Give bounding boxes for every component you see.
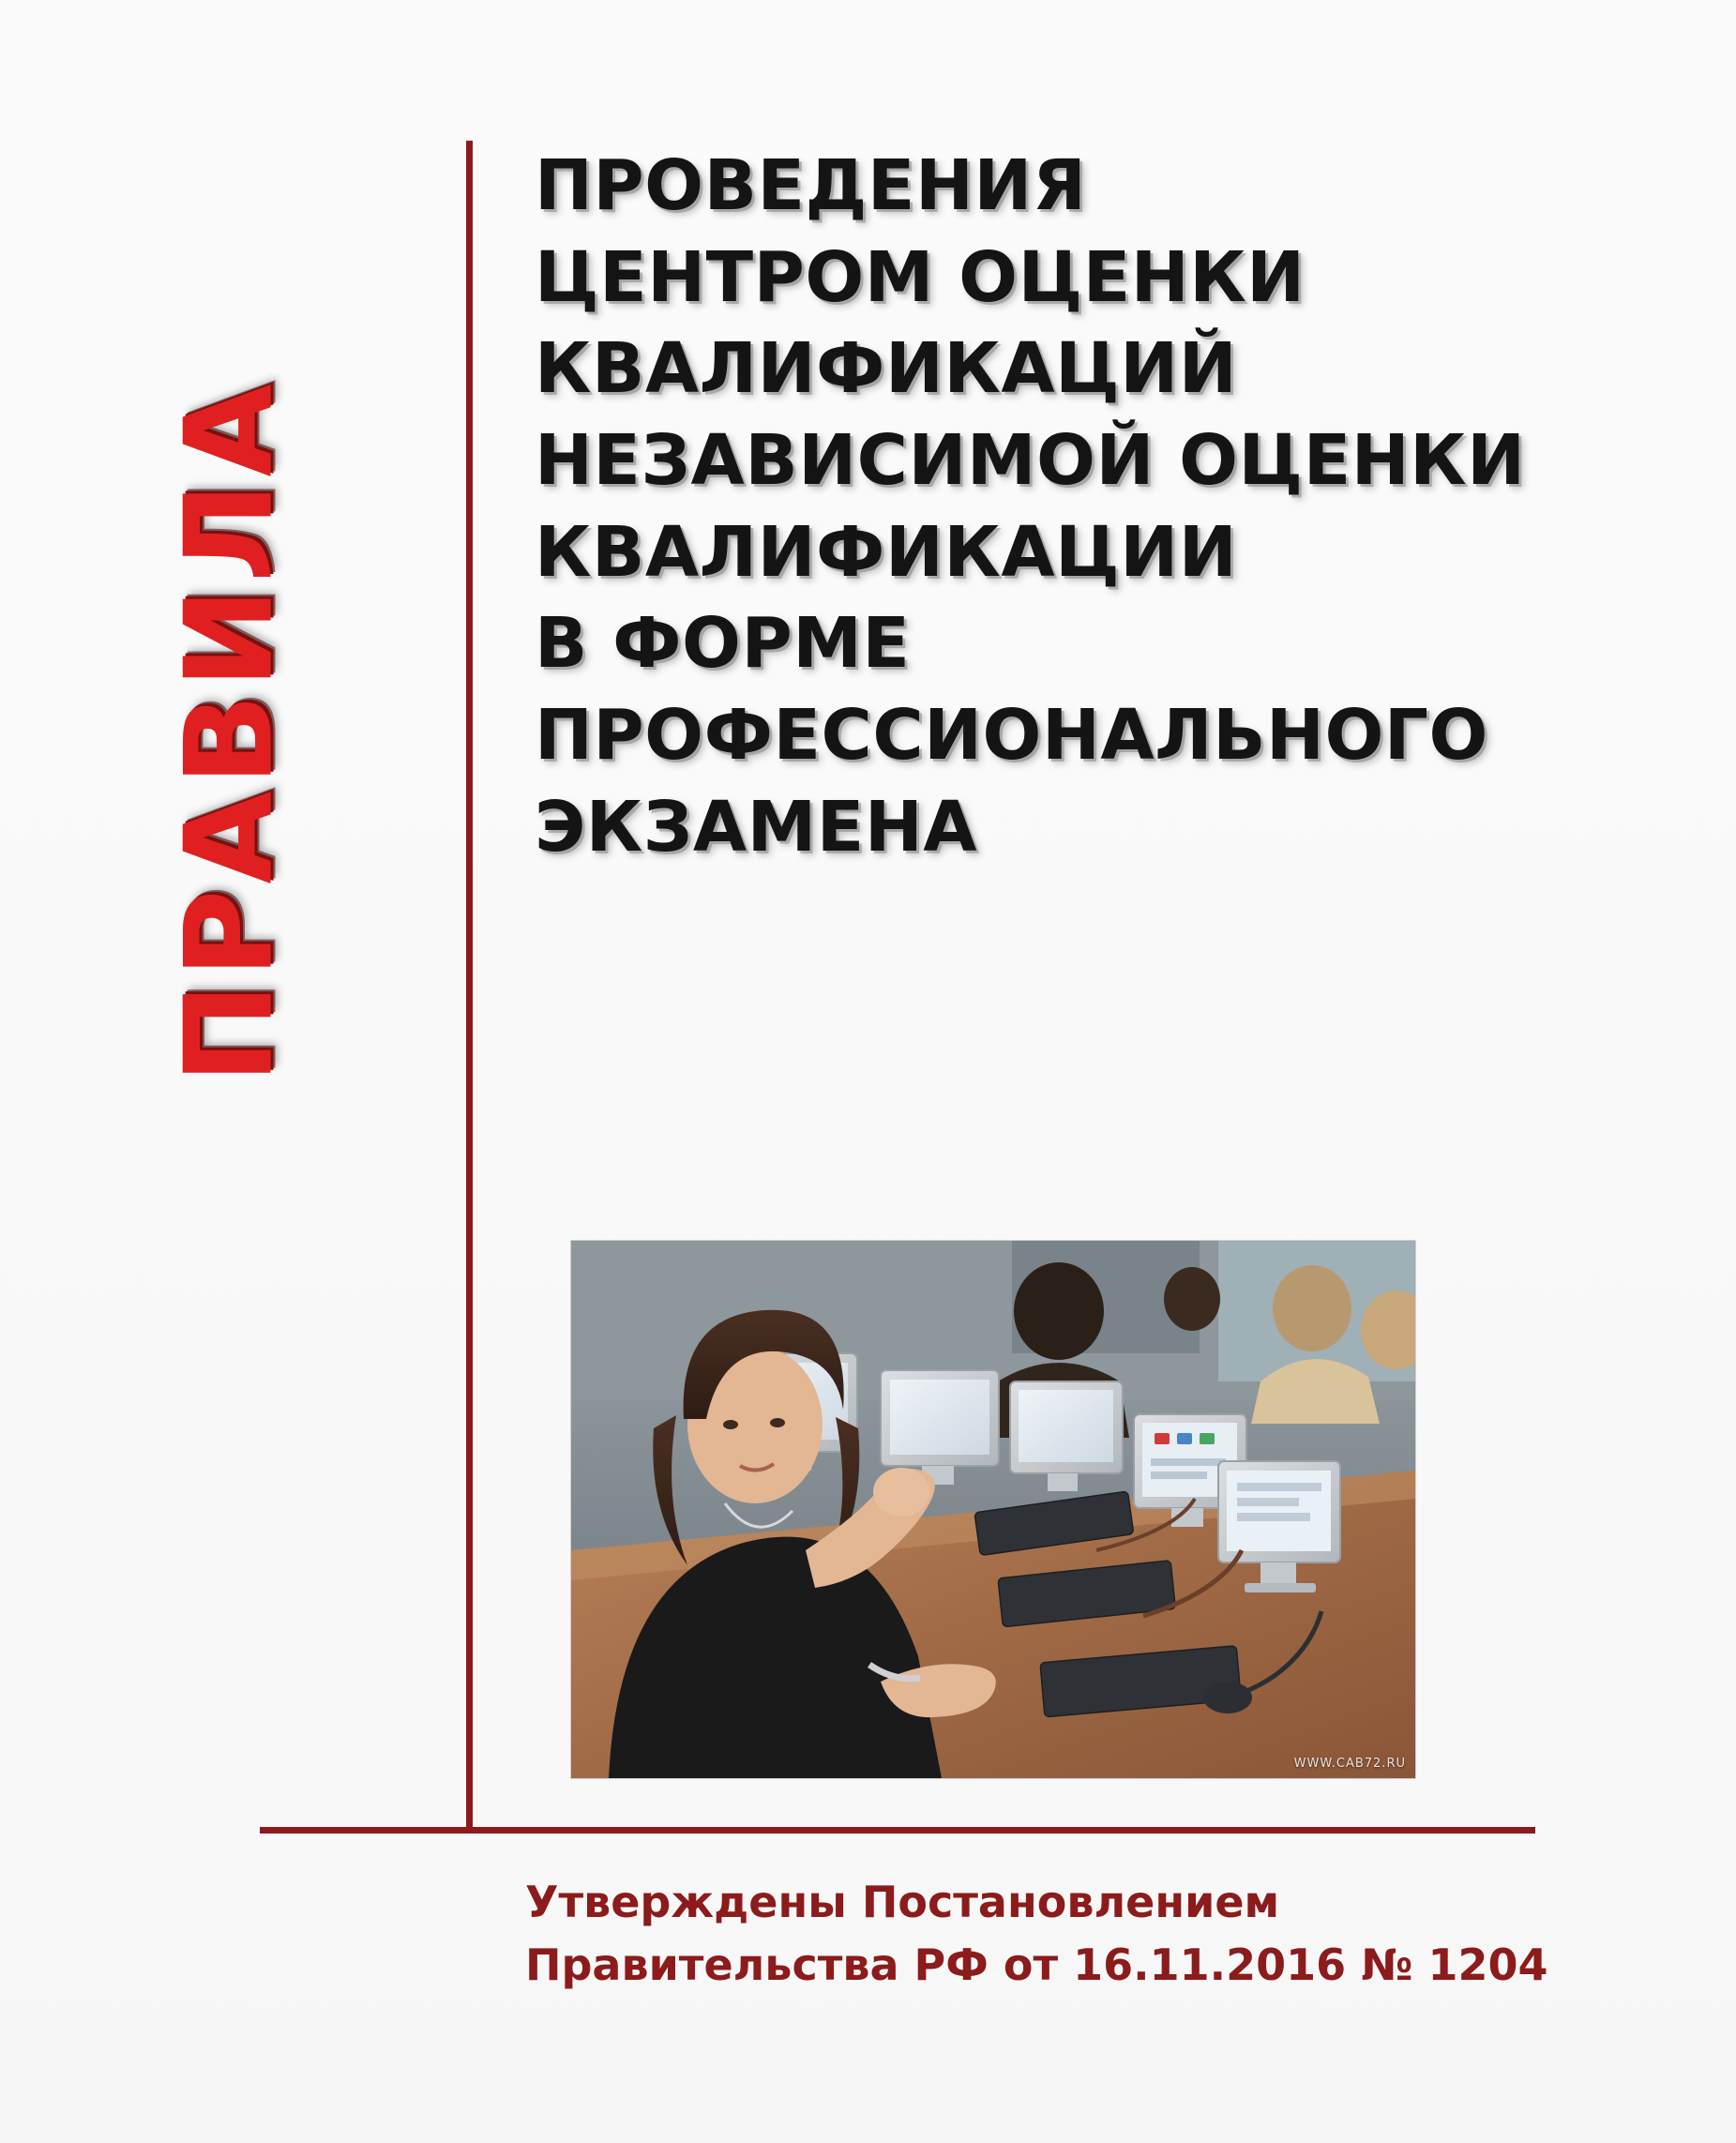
title-line-3: КВАЛИФИКАЦИЙ xyxy=(535,328,1238,410)
page-title xyxy=(535,141,1526,873)
cover-photo xyxy=(570,1240,1416,1779)
title-line-5: КВАЛИФИКАЦИИ xyxy=(535,511,1238,593)
photo-watermark: WWW.CAB72.RU xyxy=(1293,1757,1406,1771)
approval-line-1: Утверждены Постановлением xyxy=(525,1877,1280,1927)
approval-line-2: Правительства РФ от 16.11.2016 № 1204 xyxy=(525,1939,1548,1990)
title-line-7: ПРОФЕССИОНАЛЬНОГО xyxy=(535,695,1488,777)
title-line-4: НЕЗАВИСИМОЙ ОЦЕНКИ xyxy=(535,420,1526,502)
approval-note xyxy=(525,1871,1576,1996)
vertical-title-pravila: ПРАВИЛА xyxy=(159,378,300,1084)
title-line-8: ЭКЗАМЕНА xyxy=(535,786,978,868)
horizontal-divider-rule xyxy=(260,1827,1535,1834)
title-line-2: ЦЕНТРОМ ОЦЕНКИ xyxy=(535,236,1306,318)
title-line-1: ПРОВЕДЕНИЯ xyxy=(535,145,1087,226)
title-line-6: В ФОРМЕ xyxy=(535,603,911,685)
vertical-divider-rule xyxy=(466,141,473,1829)
cover-photo-illustration xyxy=(571,1241,1415,1778)
